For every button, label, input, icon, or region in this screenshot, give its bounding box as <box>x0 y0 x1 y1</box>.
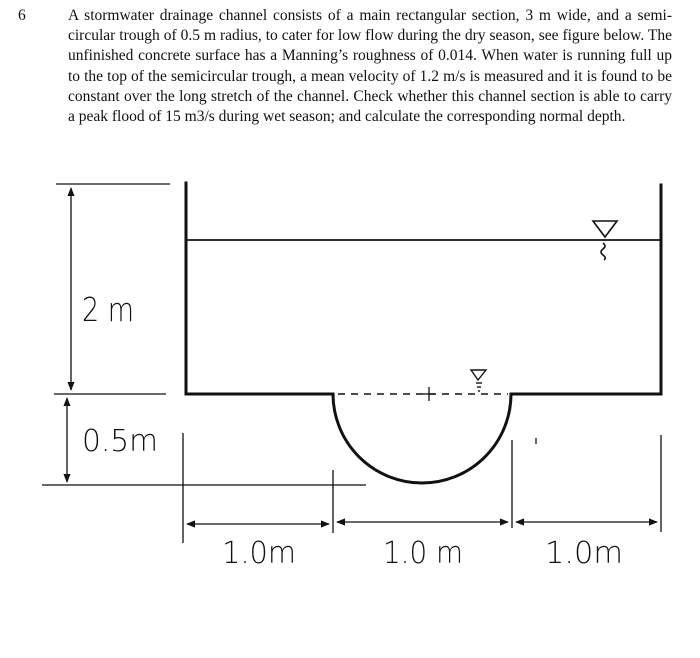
dim-label-main-height: 2 m <box>82 290 134 329</box>
dim-label-width-left: 1.0m <box>222 536 296 571</box>
dim-label-width-right: 1.0m <box>545 536 623 571</box>
horizontal-extension-lines <box>183 433 661 543</box>
water-level-symbol-trough <box>471 370 486 391</box>
question-text: A stormwater drainage channel consists of a main rectangular section, 3 m wide, and a semi-circular trough of 0.5 m radius, to cater for low flow during the dry season, see figure below. The unfinished concrete surface has a Manning’s roughness of 0.014. When water is running full up to the top of the semicircular trough, a mean velocity of 1.2 m/s is measured and it is found to be constant over the long stretch of the channel. Check whether this channel section is able to carry a peak flood of 15 m3/s during wet season; and calculate the corresponding normal depth. <box>68 7 672 126</box>
dim-label-width-mid: 1.0 m <box>383 536 463 571</box>
channel-outline <box>186 183 661 483</box>
question-number: 6 <box>18 7 26 24</box>
trough-centre-mark <box>423 387 435 401</box>
dim-label-trough-height: 0.5m <box>82 424 158 459</box>
